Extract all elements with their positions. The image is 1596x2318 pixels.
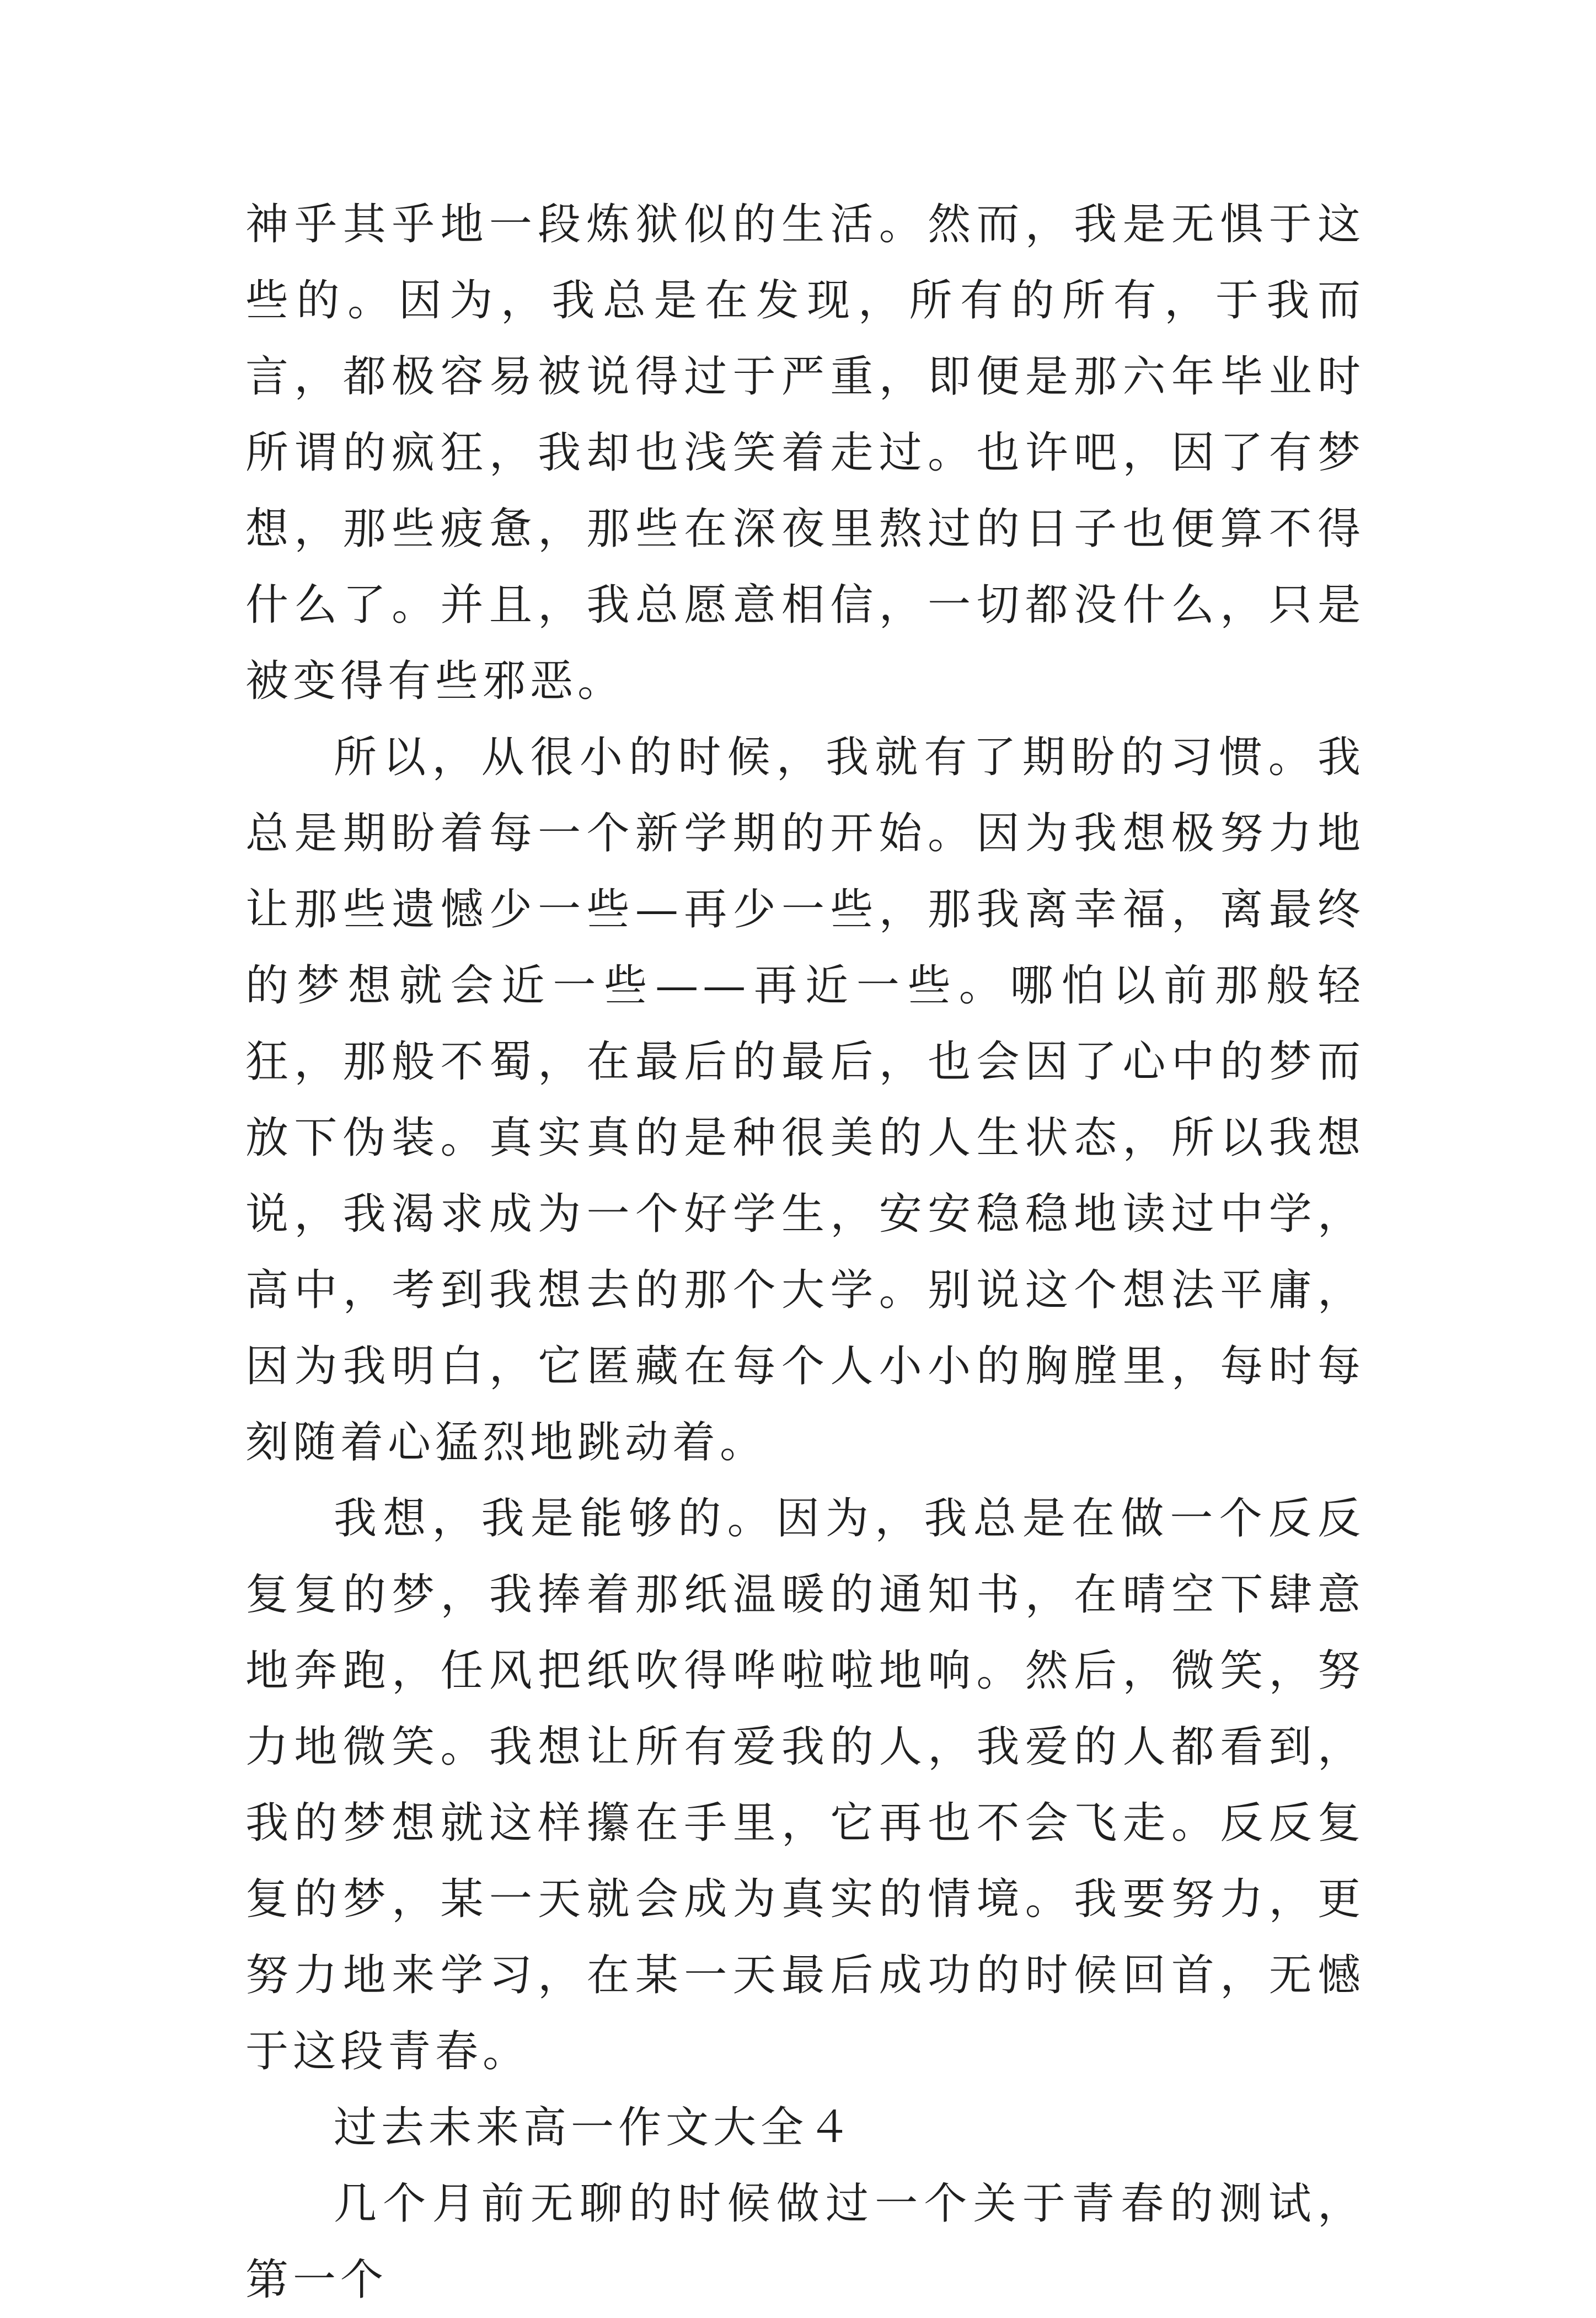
paragraph-4: 几个月前无聊的时候做过一个关于青春的测试，第一个 <box>245 2179 1365 2305</box>
document-body <box>245 186 1365 2318</box>
paragraph-2: 所以，从很小的时候，我就有了期盼的习惯。我总是期盼着每一个新学期的开始。因为我想极努力地让那些遗憾少一些—再少一些，那我离幸福，离最终的梦想就会近一些——再近一些。哪怕以前那般轻狂，那般不蜀，在最后的最后，也会因了心中的梦而放下伪装。真实真的是种很美的人生状态，所以我想说，我渴求成为一个好学生，安安稳稳地读过中学，高中，考到我想去的那个大学。别说这个想法平庸，因为我明白，它匿藏在每个人小小的胸膛里，每时每刻随着心猛烈地跳动着。 <box>245 733 1365 1467</box>
paragraph-3: 我想，我是能够的。因为，我总是在做一个反反复复的梦，我捧着那纸温暖的通知书，在晴空下肆意地奔跑，任风把纸吹得哗啦啦地响。然后，微笑，努力地微笑。我想让所有爱我的人，我爱的人都看到，我的梦想就这样攥在手里，它再也不会飞走。反反复复的梦，某一天就会成为真实的情境。我要努力，更努力地来学习，在某一天最后成功的时候回首，无憾于这段青春。 <box>245 1494 1365 2076</box>
paragraph-1: 神乎其乎地一段炼狱似的生活。然而，我是无惧于这些的。因为，我总是在发现，所有的所有，于我而言，都极容易被说得过于严重，即便是那六年毕业时所谓的疯狂，我却也浅笑着走过。也许吧，因了有梦想，那些疲惫，那些在深夜里熬过的日子也便算不得什么了。并且，我总愿意相信，一切都没什么，只是被变得有些邪恶。 <box>245 200 1365 706</box>
section-heading: 过去未来高一作文大全４ <box>334 2103 856 2153</box>
